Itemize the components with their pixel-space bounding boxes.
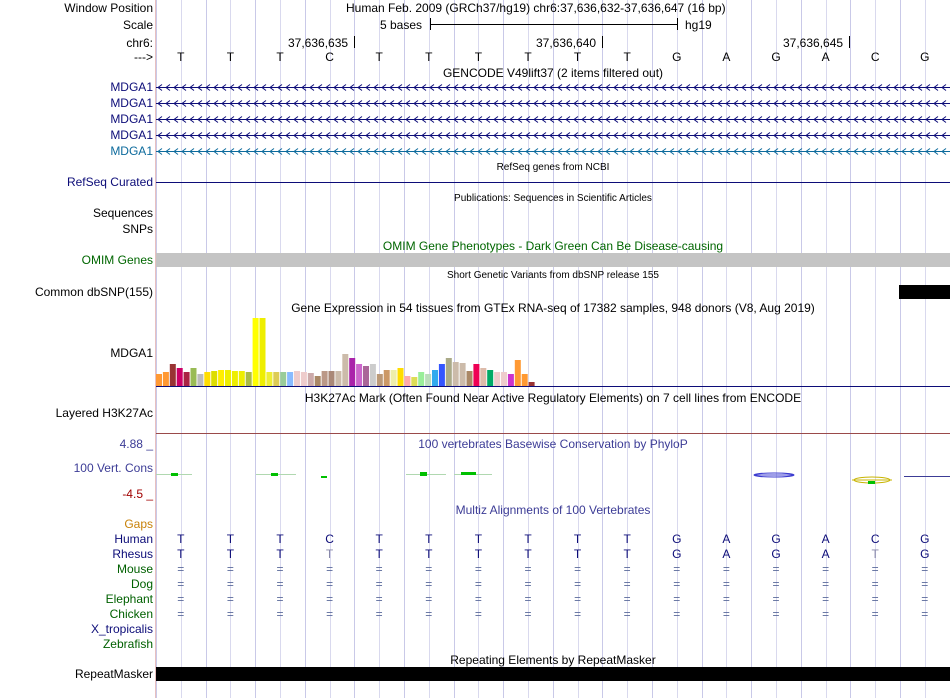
scale-bar-right-tick [677, 18, 678, 30]
alignment-base: T [871, 547, 879, 561]
alignment-base: = [326, 577, 334, 591]
coord-tick-1 [354, 36, 355, 48]
alignment-base: G [672, 547, 682, 561]
alignment-base: = [871, 577, 879, 591]
alignment-base: A [821, 532, 830, 546]
alignment-base: T [325, 547, 334, 561]
alignment-base: = [177, 607, 185, 621]
gtex-tissue-bar [273, 372, 279, 386]
refseq-title[interactable]: RefSeq genes from NCBI [496, 162, 610, 173]
gtex-tissue-bar [480, 368, 486, 386]
gtex-tissue-bar [246, 372, 252, 386]
gtex-tissue-bar [501, 372, 507, 386]
repeatmasker-title[interactable]: Repeating Elements by RepeatMasker [450, 653, 656, 667]
assembly-label: hg19 [685, 18, 712, 32]
alignment-base: = [623, 607, 631, 621]
phylop-max-label: 4.88 _ [119, 437, 153, 451]
alignment-base: G [672, 532, 682, 546]
base-letter: G [672, 50, 682, 64]
alignment-base: = [474, 607, 482, 621]
species-label[interactable]: Zebrafish [102, 637, 153, 651]
alignment-base: = [375, 592, 383, 606]
refseq-label[interactable]: RefSeq Curated [66, 175, 153, 189]
base-letter: T [226, 50, 235, 64]
base-letter: T [573, 50, 582, 64]
gtex-tissue-bar [308, 373, 314, 386]
gtex-tissue-bar [335, 371, 341, 386]
alignment-base: = [772, 562, 780, 576]
gtex-tissue-bar [204, 372, 210, 386]
alignment-base: = [276, 562, 284, 576]
alignment-base: = [177, 562, 185, 576]
gtex-tissue-bar [253, 318, 259, 386]
alignment-base: = [326, 607, 334, 621]
alignment-base: = [524, 562, 532, 576]
gtex-tissue-bar [315, 376, 321, 386]
coord-label-1: 37,636,635 [288, 36, 349, 50]
gencode-gene-label[interactable]: MDGA1 [110, 112, 153, 126]
alignment-base: = [574, 592, 582, 606]
base-letter: T [474, 50, 483, 64]
gtex-tissue-bar [239, 371, 245, 386]
alignment-base: = [772, 577, 780, 591]
alignment-base: T [623, 547, 631, 561]
gtex-tissue-bar [432, 370, 438, 386]
alignment-base: = [722, 607, 730, 621]
gtex-tissue-bar [322, 371, 328, 386]
gencode-gene-label[interactable]: MDGA1 [110, 80, 153, 94]
phylop-min-label: -4.5 _ [122, 487, 153, 501]
alignment-base: = [276, 607, 284, 621]
gtex-tissue-bar [398, 368, 404, 386]
refseq-gene-line[interactable] [156, 182, 950, 183]
omim-gene-bar[interactable] [156, 253, 950, 267]
scale-label: Scale [122, 18, 153, 32]
alignment-base: = [871, 592, 879, 606]
gtex-tissue-bar [418, 372, 424, 386]
alignment-base: = [623, 562, 631, 576]
alignment-base: = [177, 577, 185, 591]
multiz-gaps-label[interactable]: Gaps [124, 517, 153, 531]
alignment-base: = [425, 577, 433, 591]
alignment-base: G [920, 532, 930, 546]
base-letter: A [722, 50, 731, 64]
alignment-base: T [425, 532, 433, 546]
base-letter: G [920, 50, 930, 64]
gtex-tissue-bar [384, 370, 390, 386]
gtex-tissue-bar [494, 372, 500, 386]
gtex-tissue-bar [301, 372, 307, 386]
dbsnp-variant[interactable] [899, 285, 950, 299]
alignment-base: T [573, 547, 582, 561]
gtex-tissue-bar [363, 366, 369, 386]
alignment-base: = [822, 577, 830, 591]
gtex-label[interactable]: MDGA1 [110, 346, 153, 360]
alignment-base: = [921, 592, 929, 606]
omim-title[interactable]: OMIM Gene Phenotypes - Dark Green Can Be Disease-causing [382, 239, 724, 253]
gtex-tissue-bar [177, 368, 183, 386]
gtex-tissue-bar [487, 370, 493, 386]
alignment-base: = [375, 562, 383, 576]
alignment-base: = [226, 562, 234, 576]
base-letter: T [425, 50, 433, 64]
phylop-label[interactable]: 100 Vert. Cons [73, 461, 153, 475]
alignment-base: = [524, 577, 532, 591]
coord-tick-2 [602, 36, 603, 48]
alignment-base: T [226, 547, 235, 561]
gtex-tissue-bar [225, 370, 231, 386]
base-letter: A [821, 50, 830, 64]
gtex-tissue-bar [218, 370, 224, 386]
base-letter: T [276, 50, 284, 64]
gtex-tissue-bar [156, 374, 162, 386]
pubs-title[interactable]: Publications: Sequences in Scientific Articles [454, 193, 652, 204]
alignment-base: = [276, 577, 284, 591]
gtex-tissue-bar [404, 376, 410, 386]
alignment-base: = [871, 562, 879, 576]
alignment-base: T [573, 532, 582, 546]
scale-text: 5 bases [380, 18, 423, 32]
gtex-tissue-bar [411, 377, 417, 386]
gtex-tissue-bar [184, 372, 190, 386]
alignment-base: = [474, 562, 482, 576]
alignment-base: = [822, 592, 830, 606]
alignment-base: G [920, 547, 930, 561]
gtex-tissue-bar [280, 372, 286, 386]
alignment-base: = [226, 577, 234, 591]
gtex-tissue-bar [356, 364, 362, 386]
alignment-base: T [375, 532, 383, 546]
base-letter: G [771, 50, 781, 64]
species-label[interactable]: Elephant [105, 592, 153, 606]
gtex-tissue-bar [211, 371, 217, 386]
alignment-base: C [870, 532, 880, 546]
alignment-base: T [623, 532, 631, 546]
alignment-base: = [722, 562, 730, 576]
gtex-tissue-bar [473, 364, 479, 386]
alignment-base: G [771, 547, 781, 561]
phylop-graph[interactable] [156, 465, 950, 490]
phylop-title[interactable]: 100 vertebrates Basewise Conservation by PhyloP [418, 437, 688, 451]
gencode-gene-label[interactable]: MDGA1 [110, 96, 153, 110]
alignment-base: A [722, 532, 731, 546]
alignment-base: = [326, 592, 334, 606]
pubs-snps-label[interactable]: SNPs [122, 222, 153, 236]
dbsnp-title[interactable]: Short Genetic Variants from dbSNP release 155 [447, 270, 659, 281]
alignment-base: T [474, 547, 483, 561]
h3k27ac-baseline [156, 433, 950, 434]
gtex-tissue-bar [349, 358, 355, 386]
alignment-base: A [722, 547, 731, 561]
species-label[interactable]: Mouse [116, 562, 153, 576]
alignment-base: T [375, 547, 383, 561]
gtex-tissue-bar [377, 374, 383, 386]
gtex-tissue-bar [197, 374, 203, 386]
alignment-base: = [177, 592, 185, 606]
alignment-base: = [375, 607, 383, 621]
window-position-value: Human Feb. 2009 (GRCh37/hg19) chr6:37,636,632-37,636,647 (16 bp) [346, 1, 726, 15]
gtex-tissue-bar [391, 370, 397, 386]
alignment-base: = [474, 577, 482, 591]
gtex-tissue-bar [453, 362, 459, 386]
alignment-base: T [276, 532, 284, 546]
base-letter: T [177, 50, 185, 64]
alignment-base: T [474, 532, 483, 546]
alignment-base: = [574, 607, 582, 621]
gtex-tissue-bar [191, 368, 197, 386]
window-position-label: Window Position [64, 1, 153, 15]
alignment-base: = [722, 577, 730, 591]
gtex-tissue-bar [266, 372, 272, 386]
alignment-base: = [772, 592, 780, 606]
alignment-base: T [276, 547, 284, 561]
alignment-base: = [722, 592, 730, 606]
h3k27ac-label[interactable]: Layered H3K27Ac [55, 406, 153, 420]
alignment-base: = [425, 607, 433, 621]
alignment-base: = [375, 577, 383, 591]
repeatmasker-element[interactable] [156, 667, 950, 681]
strand-label: ---> [134, 50, 153, 64]
gtex-tissue-bar [232, 371, 238, 386]
alignment-base: = [673, 592, 681, 606]
gtex-tissue-bar [260, 318, 266, 386]
h3k27ac-title[interactable]: H3K27Ac Mark (Often Found Near Active Regulatory Elements) on 7 cell lines from ENCODE [304, 391, 802, 405]
species-label[interactable]: Rhesus [112, 547, 153, 561]
alignment-base: T [177, 547, 185, 561]
dbsnp-label[interactable]: Common dbSNP(155) [34, 285, 153, 299]
alignment-base: A [821, 547, 830, 561]
gtex-gene-line [156, 386, 950, 387]
gtex-tissue-bar [370, 364, 376, 386]
alignment-base: = [326, 562, 334, 576]
alignment-base: = [921, 607, 929, 621]
alignment-base: = [226, 592, 234, 606]
gtex-tissue-bar [460, 363, 466, 386]
alignment-base: = [524, 607, 532, 621]
multiz-title[interactable]: Multiz Alignments of 100 Vertebrates [455, 503, 651, 517]
alignment-base: = [425, 592, 433, 606]
alignment-base: = [574, 562, 582, 576]
species-label[interactable]: X_tropicalis [90, 622, 153, 636]
base-letter: T [524, 50, 532, 64]
alignment-base: = [673, 607, 681, 621]
alignment-base: = [226, 607, 234, 621]
gencode-gene-label[interactable]: MDGA1 [110, 144, 153, 158]
species-label[interactable]: Chicken [109, 607, 153, 621]
pubs-sequences-label[interactable]: Sequences [92, 206, 153, 220]
alignment-base: C [325, 532, 334, 546]
gtex-tissue-bar [329, 371, 335, 386]
alignment-base: G [771, 532, 781, 546]
omim-label[interactable]: OMIM Genes [81, 253, 153, 267]
base-letter: C [325, 50, 334, 64]
gtex-tissue-bar [508, 374, 514, 386]
alignment-base: = [524, 592, 532, 606]
gencode-transcripts[interactable] [156, 80, 950, 160]
repeatmasker-label[interactable]: RepeatMasker [74, 667, 153, 681]
coord-tick-3 [849, 36, 850, 48]
alignment-base: = [822, 562, 830, 576]
alignment-base: T [524, 547, 532, 561]
gtex-tissue-bar [439, 364, 445, 386]
gtex-tissue-bar [425, 374, 431, 386]
base-letter: T [623, 50, 631, 64]
gtex-tissue-bar [522, 374, 528, 386]
gtex-tissue-bar [446, 358, 452, 386]
gtex-tissue-bar [467, 371, 473, 386]
alignment-base: = [921, 562, 929, 576]
alignment-base: = [673, 577, 681, 591]
alignment-base: = [921, 577, 929, 591]
alignment-base: T [524, 532, 532, 546]
coord-label-2: 37,636,640 [536, 36, 597, 50]
gtex-bar-graph[interactable] [156, 315, 950, 387]
coord-label-3: 37,636,645 [783, 36, 844, 50]
alignment-base: = [623, 592, 631, 606]
gtex-tissue-bar [342, 354, 348, 386]
alignment-base: = [623, 577, 631, 591]
gtex-tissue-bar [170, 364, 176, 386]
base-letter: T [375, 50, 383, 64]
species-label[interactable]: Dog [130, 577, 153, 591]
gtex-tissue-bar [163, 372, 169, 386]
alignment-base: = [822, 607, 830, 621]
chrom-label: chr6: [126, 36, 153, 50]
alignment-base: T [425, 547, 433, 561]
alignment-base: T [226, 532, 235, 546]
gtex-tissue-bar [515, 360, 521, 386]
alignment-base: = [474, 592, 482, 606]
alignment-base: = [425, 562, 433, 576]
gencode-gene-label[interactable]: MDGA1 [110, 128, 153, 142]
alignment-base: = [673, 562, 681, 576]
species-label[interactable]: Human [114, 532, 153, 546]
gtex-title[interactable]: Gene Expression in 54 tissues from GTEx RNA-seq of 17382 samples, 948 donors (V8, Aug 2019) [291, 301, 815, 315]
gencode-title[interactable]: GENCODE V49lift37 (2 items filtered out) [442, 66, 664, 80]
scale-bar [430, 24, 678, 25]
alignment-base: T [177, 532, 185, 546]
alignment-base: = [574, 577, 582, 591]
alignment-base: = [276, 592, 284, 606]
gtex-tissue-bar [287, 372, 293, 386]
alignment-base: = [772, 607, 780, 621]
alignment-base: = [871, 607, 879, 621]
scale-bar-left-tick [430, 18, 431, 30]
base-letter: C [870, 50, 880, 64]
gtex-tissue-bar [294, 371, 300, 386]
